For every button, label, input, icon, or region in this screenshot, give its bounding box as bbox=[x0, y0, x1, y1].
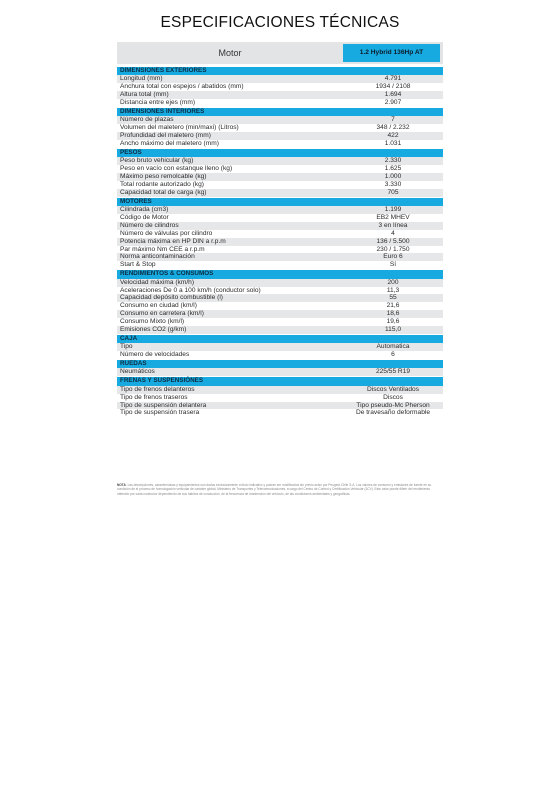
spec-label: Código de Motor bbox=[120, 214, 169, 222]
spec-label: Ancho máximo del maletero (mm) bbox=[120, 140, 219, 148]
spec-row bbox=[117, 214, 443, 222]
spec-label: Emisiones CO2 (g/km) bbox=[120, 326, 187, 333]
spec-row bbox=[117, 181, 443, 189]
spec-row bbox=[117, 261, 443, 269]
spec-label: Tipo bbox=[120, 343, 133, 351]
spec-label: Consumo en ciudad (km/l) bbox=[120, 302, 197, 310]
spec-row bbox=[117, 279, 443, 287]
note-text: : Las descripciones, características y equipamientos son dados exclusivamente a título indicativo y podrán ser modificados sin previo aviso por Peugeot Chile S.A. Los valores de consumo y emisiones de fuente en su condición de el proceso de homologación vehicular de carácter global, Ministerio de Transportes y Telecomunicaciones, a cargo del Centro de Control y Certificación Vehicular (3CV). Este valor puede diferir del rendimiento obtenido por cada conductor dependiendo de sus hábitos de conducción, de la frecuencia de mantención del vehículo, de las condiciones ambientales y geográficas. bbox=[117, 483, 432, 496]
spec-value: 11,3 bbox=[386, 286, 400, 294]
spec-label: Norma anticontaminación bbox=[120, 253, 195, 261]
spec-value: 136 / 5.500 bbox=[376, 237, 410, 245]
spec-label: Aceleraciones De 0 a 100 km/h (conductor solo) bbox=[120, 286, 261, 294]
spec-value: 1.625 bbox=[384, 165, 402, 173]
spec-table bbox=[117, 66, 443, 417]
spec-row bbox=[117, 165, 443, 173]
spec-value: Discos Ventilados bbox=[366, 385, 420, 393]
spec-value: 55 bbox=[389, 294, 397, 302]
spec-row bbox=[117, 75, 443, 83]
spec-label: Anchura total con espejos / abatidos (mm) bbox=[120, 83, 244, 91]
spec-value: 200 bbox=[387, 278, 399, 286]
spec-label: Neumáticos bbox=[120, 368, 155, 376]
spec-label: Total rodante autorizado (kg) bbox=[120, 180, 204, 188]
spec-row bbox=[117, 310, 443, 318]
spec-row bbox=[117, 91, 443, 99]
spec-value: Euro 6 bbox=[383, 253, 403, 261]
spec-label: Tipo de frenos delanteros bbox=[120, 385, 195, 393]
spec-value: 1.000 bbox=[384, 173, 402, 181]
spec-label: Número de cilindros bbox=[120, 221, 179, 229]
spec-label: Consumo en carretera (km/l) bbox=[120, 310, 204, 318]
spec-label: Capacidad total de carga (kg) bbox=[120, 188, 207, 196]
motor-label: Motor bbox=[218, 48, 242, 58]
spec-value: 3.330 bbox=[384, 180, 402, 188]
spec-row bbox=[117, 132, 443, 140]
spec-label: Número de velocidades bbox=[120, 351, 190, 359]
spec-label: Peso en vacío con estanque lleno (kg) bbox=[120, 165, 233, 173]
spec-row bbox=[117, 326, 443, 334]
spec-value: 21,6 bbox=[386, 302, 400, 310]
spec-row bbox=[117, 253, 443, 261]
spec-label: Volumen del maletero (min/maxi) (Litros) bbox=[120, 124, 239, 132]
spec-row bbox=[117, 409, 443, 417]
spec-value: 4 bbox=[391, 229, 395, 237]
spec-row bbox=[117, 246, 443, 254]
spec-value: 1.694 bbox=[384, 91, 402, 99]
spec-label: Número de válvulas por cilindro bbox=[120, 229, 213, 237]
spec-value: 705 bbox=[387, 188, 399, 196]
section-header: RUEDAS bbox=[117, 360, 443, 368]
spec-value: 115,0 bbox=[384, 326, 401, 333]
section-header: CAJA bbox=[117, 335, 443, 343]
spec-row bbox=[117, 173, 443, 181]
section-header: RENDIMIENTOS & CONSUMOS bbox=[117, 270, 443, 278]
section-header: DIMENSIONES INTERIORES bbox=[117, 108, 443, 116]
note-label: NOTA bbox=[117, 483, 126, 487]
spec-label: Tipo de suspensión trasera bbox=[120, 409, 200, 417]
spec-row bbox=[117, 83, 443, 91]
spec-value: 1.199 bbox=[384, 206, 402, 214]
spec-row bbox=[117, 368, 443, 376]
spec-row bbox=[117, 230, 443, 238]
spec-row bbox=[117, 116, 443, 124]
spec-value: 348 / 2.232 bbox=[376, 124, 410, 132]
spec-label: Altura total (mm) bbox=[120, 91, 169, 99]
spec-value: 4.791 bbox=[384, 75, 402, 83]
spec-row bbox=[117, 287, 443, 295]
spec-row bbox=[117, 206, 443, 214]
spec-label: Número de plazas bbox=[120, 116, 174, 124]
spec-value: 6 bbox=[391, 351, 395, 359]
spec-row bbox=[117, 238, 443, 246]
spec-value: 18,6 bbox=[386, 310, 400, 318]
spec-row bbox=[117, 394, 443, 402]
spec-row bbox=[117, 124, 443, 132]
spec-value: 422 bbox=[387, 132, 399, 140]
section-header: MOTORES bbox=[117, 198, 443, 206]
spec-value: 3 en línea bbox=[378, 221, 408, 229]
spec-value: 1.031 bbox=[384, 140, 402, 148]
section-header: FRENAS Y SUSPENSIÓNES bbox=[117, 377, 443, 385]
spec-label: Peso bruto vehicular (kg) bbox=[120, 157, 194, 165]
spec-value: De travesaño deformable bbox=[355, 409, 431, 417]
spec-row bbox=[117, 402, 443, 410]
page-title: ESPECIFICACIONES TÉCNICAS bbox=[160, 14, 400, 31]
spec-value: 1934 / 2108 bbox=[375, 83, 411, 91]
spec-row bbox=[117, 157, 443, 165]
spec-value: 2.907 bbox=[384, 99, 402, 107]
spec-label: Potencia máxima en HP DIN a r.p.m bbox=[120, 237, 226, 245]
spec-label: Longitud (mm) bbox=[120, 75, 163, 83]
spec-label: Start & Stop bbox=[120, 261, 156, 269]
spec-row bbox=[117, 386, 443, 394]
spec-row bbox=[117, 140, 443, 148]
spec-row bbox=[117, 343, 443, 351]
spec-row bbox=[117, 99, 443, 107]
spec-label: Capacidad depósito combustible (l) bbox=[120, 294, 223, 302]
spec-value: Discos bbox=[383, 393, 403, 401]
spec-label: Profundidad del maletero (mm) bbox=[120, 132, 211, 140]
spec-value: 225/55 R19 bbox=[375, 368, 411, 376]
spec-label: Tipo de frenos traseros bbox=[120, 393, 188, 401]
spec-label: Par máximo Nm CEE a r.p.m bbox=[120, 245, 205, 253]
spec-value: EB2 MHEV bbox=[376, 214, 410, 222]
model-header bbox=[117, 42, 443, 64]
spec-row bbox=[117, 222, 443, 230]
spec-row bbox=[117, 318, 443, 326]
spec-row bbox=[117, 351, 443, 359]
spec-row bbox=[117, 294, 443, 302]
spec-label: Cilindrada (cm3) bbox=[120, 206, 169, 214]
spec-value: 19,6 bbox=[386, 318, 400, 326]
spec-value: 2.330 bbox=[384, 157, 402, 165]
spec-row bbox=[117, 189, 443, 197]
version-badge: 1.2 Hybrid 136Hp AT bbox=[343, 44, 440, 62]
spec-label: Tipo de suspensión delantera bbox=[120, 401, 207, 409]
spec-value: 7 bbox=[391, 116, 395, 124]
spec-label: Velocidad máxima (km/h) bbox=[120, 278, 195, 286]
spec-row bbox=[117, 302, 443, 310]
spec-value: 230 / 1.750 bbox=[376, 245, 410, 253]
spec-label: Consumo Mixto (km/l) bbox=[120, 318, 185, 326]
section-header: PESOS bbox=[117, 149, 443, 157]
spec-label: Máximo peso remolcable (kg) bbox=[120, 173, 207, 181]
legal-note bbox=[117, 483, 443, 496]
section-header: DIMENSIONES EXTERIORES bbox=[117, 67, 443, 75]
spec-label: Distancia entre ejes (mm) bbox=[120, 99, 196, 107]
spec-value: Tipo pseudo-Mc Pherson bbox=[356, 401, 430, 409]
spec-value: Automatica bbox=[376, 343, 410, 351]
spec-value: Sí bbox=[389, 261, 397, 269]
